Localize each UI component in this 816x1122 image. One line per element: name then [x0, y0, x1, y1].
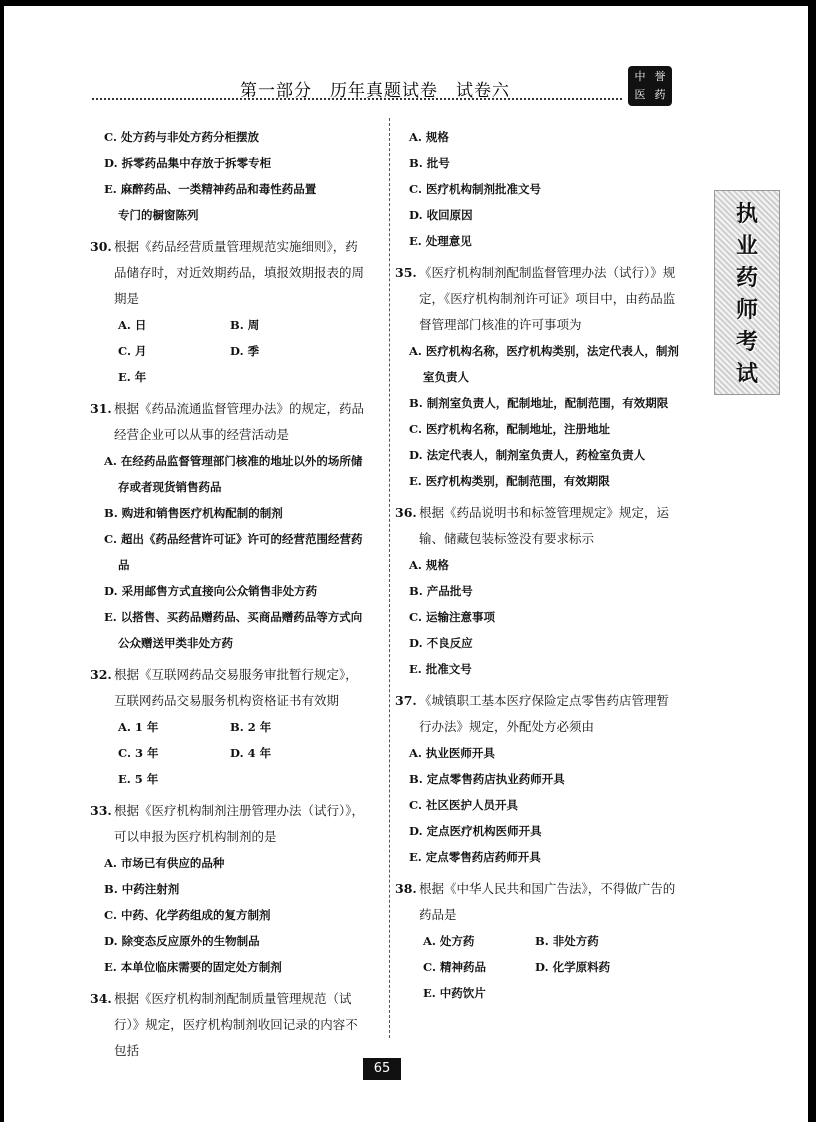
option: C. 处方药与非处方药分柜摆放 [104, 130, 259, 144]
side-tab-char: 业 [735, 234, 758, 260]
side-tab-char: 考 [735, 329, 758, 355]
logo-char: 誉 [654, 70, 666, 83]
question-stem: 《城镇职工基本医疗保险定点零售药店管理暂行办法》规定，外配处方必须由 [419, 693, 670, 734]
option: A. 市场已有供应的品种 [104, 856, 225, 870]
option: D. 法定代表人，制剂室负责人，药检室负责人 [409, 448, 646, 462]
option: D. 不良反应 [409, 636, 473, 650]
option: B. 定点零售药店执业药师开具 [409, 772, 565, 786]
option: E. 年 [118, 370, 147, 384]
option: C. 医疗机构制剂批准文号 [409, 182, 541, 196]
option: E. 中药饮片 [423, 986, 486, 1000]
header-dotted-rule [92, 98, 622, 100]
option: B. 批号 [409, 156, 450, 170]
option: D. 收回原因 [409, 208, 473, 222]
column-divider [389, 118, 390, 1038]
option: A. 1 年 [118, 720, 159, 734]
option: D. 定点医疗机构医师开具 [409, 824, 542, 838]
question-stem: 根据《医疗机构制剂配制质量管理规范（试行）》规定，医疗机构制剂收回记录的内容不包括 [114, 991, 358, 1058]
option: C. 运输注意事项 [409, 610, 495, 624]
question-number: 33. [90, 803, 112, 818]
option: B. 制剂室负责人，配制地址，配制范围，有效期限 [409, 396, 669, 410]
question-stem: 根据《医疗机构制剂注册管理办法（试行）》，可以申报为医疗机构制剂的是 [114, 803, 365, 844]
option: E. 5 年 [118, 772, 159, 786]
question-stem: 根据《药品流通监督管理办法》的规定，药品经营企业可以从事的经营活动是 [114, 401, 365, 442]
side-tab-char: 执 [735, 202, 758, 228]
side-tab-char: 药 [735, 266, 758, 292]
question-number: 38. [395, 881, 417, 896]
option: D. 拆零药品集中存放于拆零专柜 [104, 156, 272, 170]
option: D. 采用邮售方式直接向公众销售非处方药 [104, 584, 318, 598]
option: A. 日 [118, 318, 147, 332]
option: C. 医疗机构名称，配制地址，注册地址 [409, 422, 610, 436]
option: A. 规格 [409, 558, 449, 572]
option: E. 医疗机构类别，配制范围，有效期限 [409, 474, 610, 488]
scan-border-left [0, 0, 4, 1122]
question-34 [90, 986, 370, 1064]
option: E. 以搭售、买药品赠药品、买商品赠药品等方式向公众赠送甲类非处方药 [104, 610, 363, 650]
question-stem: 根据《药品经营质量管理规范实施细则》，药品储存时，对近效期药品，填报效期报表的周期是 [114, 239, 365, 306]
scan-border-right [808, 0, 816, 1122]
option: C. 社区医护人员开具 [409, 798, 518, 812]
side-tab-char: 试 [735, 361, 758, 387]
option: B. 非处方药 [535, 934, 599, 948]
question-30 [90, 234, 370, 312]
option-row [90, 714, 370, 740]
question-35 [395, 260, 680, 338]
question-number: 34. [90, 991, 112, 1006]
question-number: 37. [395, 693, 417, 708]
option: A. 在经药品监督管理部门核准的地址以外的场所储存或者现货销售药品 [104, 454, 363, 494]
page-header-title: 第一部分 历年真题试卷 试卷六 [240, 81, 510, 101]
side-tab-char: 师 [735, 297, 758, 323]
option: B. 中药注射剂 [104, 882, 180, 896]
question-stem: 根据《药品说明书和标签管理规定》规定，运输、储藏包装标签没有要求标示 [419, 505, 670, 546]
option: B. 产品批号 [409, 584, 473, 598]
logo-char: 中 [634, 70, 646, 83]
publisher-logo [628, 66, 672, 106]
option: B. 2 年 [230, 720, 272, 734]
option-row [90, 338, 370, 364]
question-number: 35. [395, 265, 417, 280]
option: E. 定点零售药店药师开具 [409, 850, 541, 864]
question-number: 36. [395, 505, 417, 520]
question-38 [395, 876, 680, 928]
question-31 [90, 396, 370, 448]
option: E. 麻醉药品、一类精神药品和毒性药品置 [104, 182, 317, 196]
option: C. 3 年 [118, 746, 159, 760]
question-stem: 《医疗机构制剂配制监督管理办法（试行）》规定，《医疗机构制剂许可证》项目中，由药品监督管理部门核准的许可事项为 [419, 265, 676, 332]
option: A. 医疗机构名称，医疗机构类别，法定代表人，制剂室负责人 [409, 344, 679, 384]
scan-border-top [0, 0, 816, 6]
option: B. 购进和销售医疗机构配制的制剂 [104, 506, 283, 520]
question-33 [90, 798, 370, 850]
option: C. 超出《药品经营许可证》许可的经营范围经营药品 [104, 532, 363, 572]
option-row [395, 980, 680, 1006]
question-37 [395, 688, 680, 740]
logo-char: 药 [654, 88, 666, 101]
option: C. 中药、化学药组成的复方制剂 [104, 908, 271, 922]
option: E. 处理意见 [409, 234, 472, 248]
option: E. 本单位临床需要的固定处方制剂 [104, 960, 282, 974]
question-number: 31. [90, 401, 112, 416]
right-column [395, 124, 680, 1006]
option: E. 批准文号 [409, 662, 472, 676]
question-32 [90, 662, 370, 714]
option-row [90, 740, 370, 766]
option: A. 执业医师开具 [409, 746, 495, 760]
option: A. 处方药 [423, 934, 475, 948]
question-number: 32. [90, 667, 112, 682]
option-row [90, 364, 370, 390]
option-row [90, 766, 370, 792]
option-row [90, 312, 370, 338]
option: D. 化学原料药 [535, 960, 611, 974]
option-row [395, 928, 680, 954]
page-number: 65 [363, 1058, 401, 1080]
question-number: 30. [90, 239, 112, 254]
question-stem: 根据《互联网药品交易服务审批暂行规定》，互联网药品交易服务机构资格证书有效期 [114, 667, 358, 708]
option-continuation: 专门的橱窗陈列 [118, 208, 199, 222]
logo-char: 医 [634, 88, 646, 101]
side-tab-label [714, 190, 780, 395]
option: D. 除变态反应原外的生物制品 [104, 934, 260, 948]
option: C. 精神药品 [423, 960, 486, 974]
option: B. 周 [230, 318, 260, 332]
option: D. 4 年 [230, 746, 272, 760]
left-column [90, 124, 370, 1064]
option: A. 规格 [409, 130, 449, 144]
option: D. 季 [230, 344, 260, 358]
option-row [395, 954, 680, 980]
question-36 [395, 500, 680, 552]
question-stem: 根据《中华人民共和国广告法》，不得做广告的药品是 [419, 881, 676, 922]
option: C. 月 [118, 344, 147, 358]
